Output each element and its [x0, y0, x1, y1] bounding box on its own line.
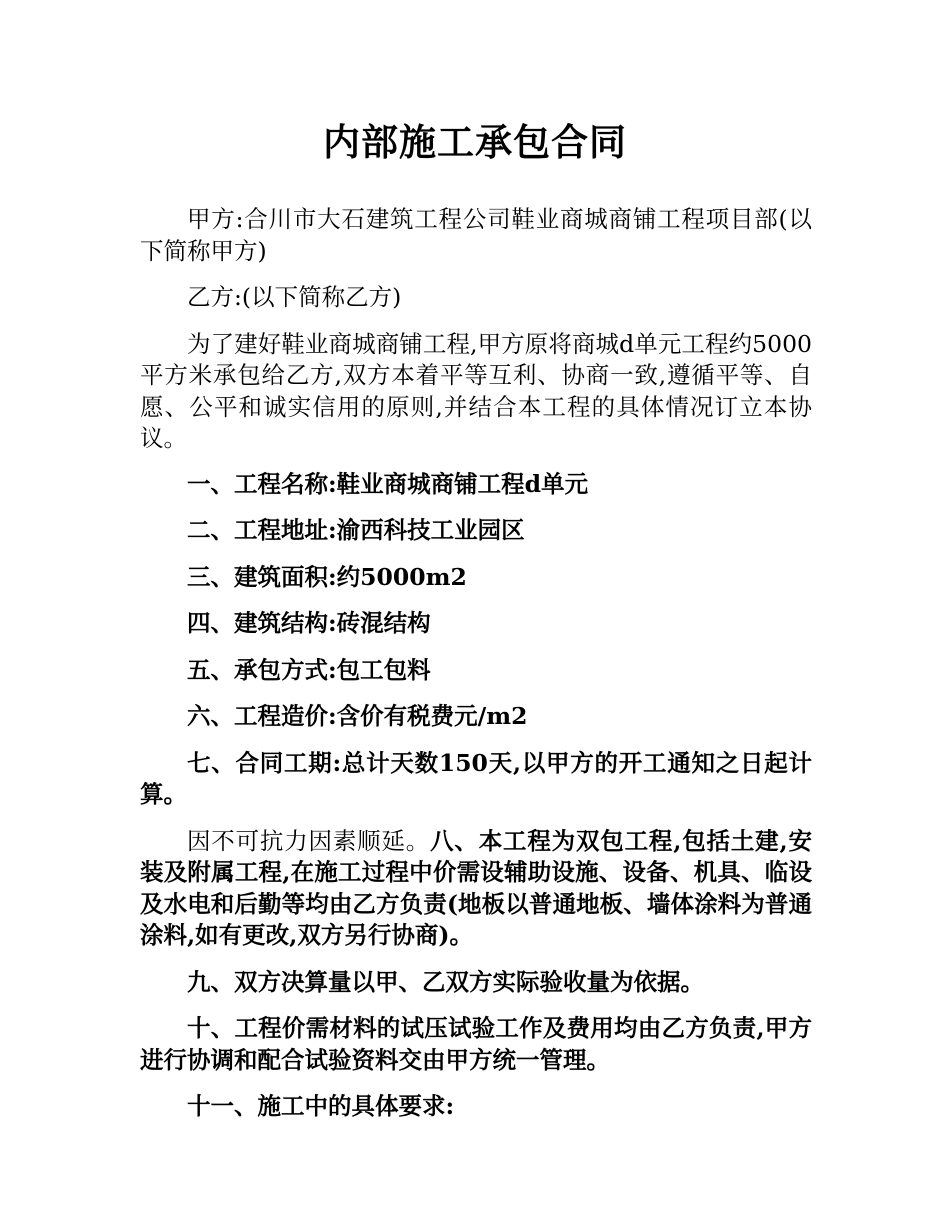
document-title: 内部施工承包合同: [323, 120, 627, 164]
party-b-paragraph: 乙方:(以下简称乙方): [187, 283, 402, 311]
clause-5-contract-method: 五、承包方式:包工包料: [187, 655, 431, 684]
force-majeure-text: 因不可抗力因素顺延。: [187, 826, 431, 855]
preamble-paragraph: 为了建好鞋业商城商铺工程,甲方原将商城d单元工程约5000平方米承包给乙方,双方本着平等互利、协商一致,遵循平等、自愿、公平和诚实信用的原则,并结合本工程的具体情况订立本协议。: [140, 329, 812, 452]
clause-11-requirements: 十一、施工中的具体要求:: [187, 1092, 455, 1120]
clause-1-project-name: 一、工程名称:鞋业商城商铺工程d单元: [187, 469, 589, 498]
clause-3-building-area: 三、建筑面积:约5000m2: [187, 562, 467, 591]
clause-6-project-cost: 六、工程造价:含价有税费元/m2: [187, 702, 528, 730]
clause-9-settlement: 九、双方决算量以甲、乙双方实际验收量为依据。: [187, 967, 704, 996]
clause-8-dual-contract: 八、本工程为双包工程,包括土建,安装及附属工程,在施工过程中价需设辅助设施、设备、机具、临设及水电和后勤等均由乙方负责(地板以普通地板、墙体涂料为普通涂料,如有更改,双方另行协商)。: [140, 826, 812, 949]
clause-7-contract-period: 七、合同工期:总计天数150天,以甲方的开工通知之日起计算。: [140, 748, 812, 808]
clause-10-material-testing: 十、工程价需材料的试压试验工作及费用均由乙方负责,甲方进行协调和配合试验资料交由甲方统一管理。: [140, 1014, 812, 1074]
clause-2-project-address: 二、工程地址:渝西科技工业园区: [187, 516, 525, 544]
document-body: [140, 204, 812, 1123]
clause-8-paragraph: [140, 826, 812, 952]
party-a-paragraph: 甲方:合川市大石建筑工程公司鞋业商城商铺工程项目部(以下简称甲方): [140, 205, 812, 265]
clause-4-building-structure: 四、建筑结构:砖混结构: [187, 609, 431, 637]
